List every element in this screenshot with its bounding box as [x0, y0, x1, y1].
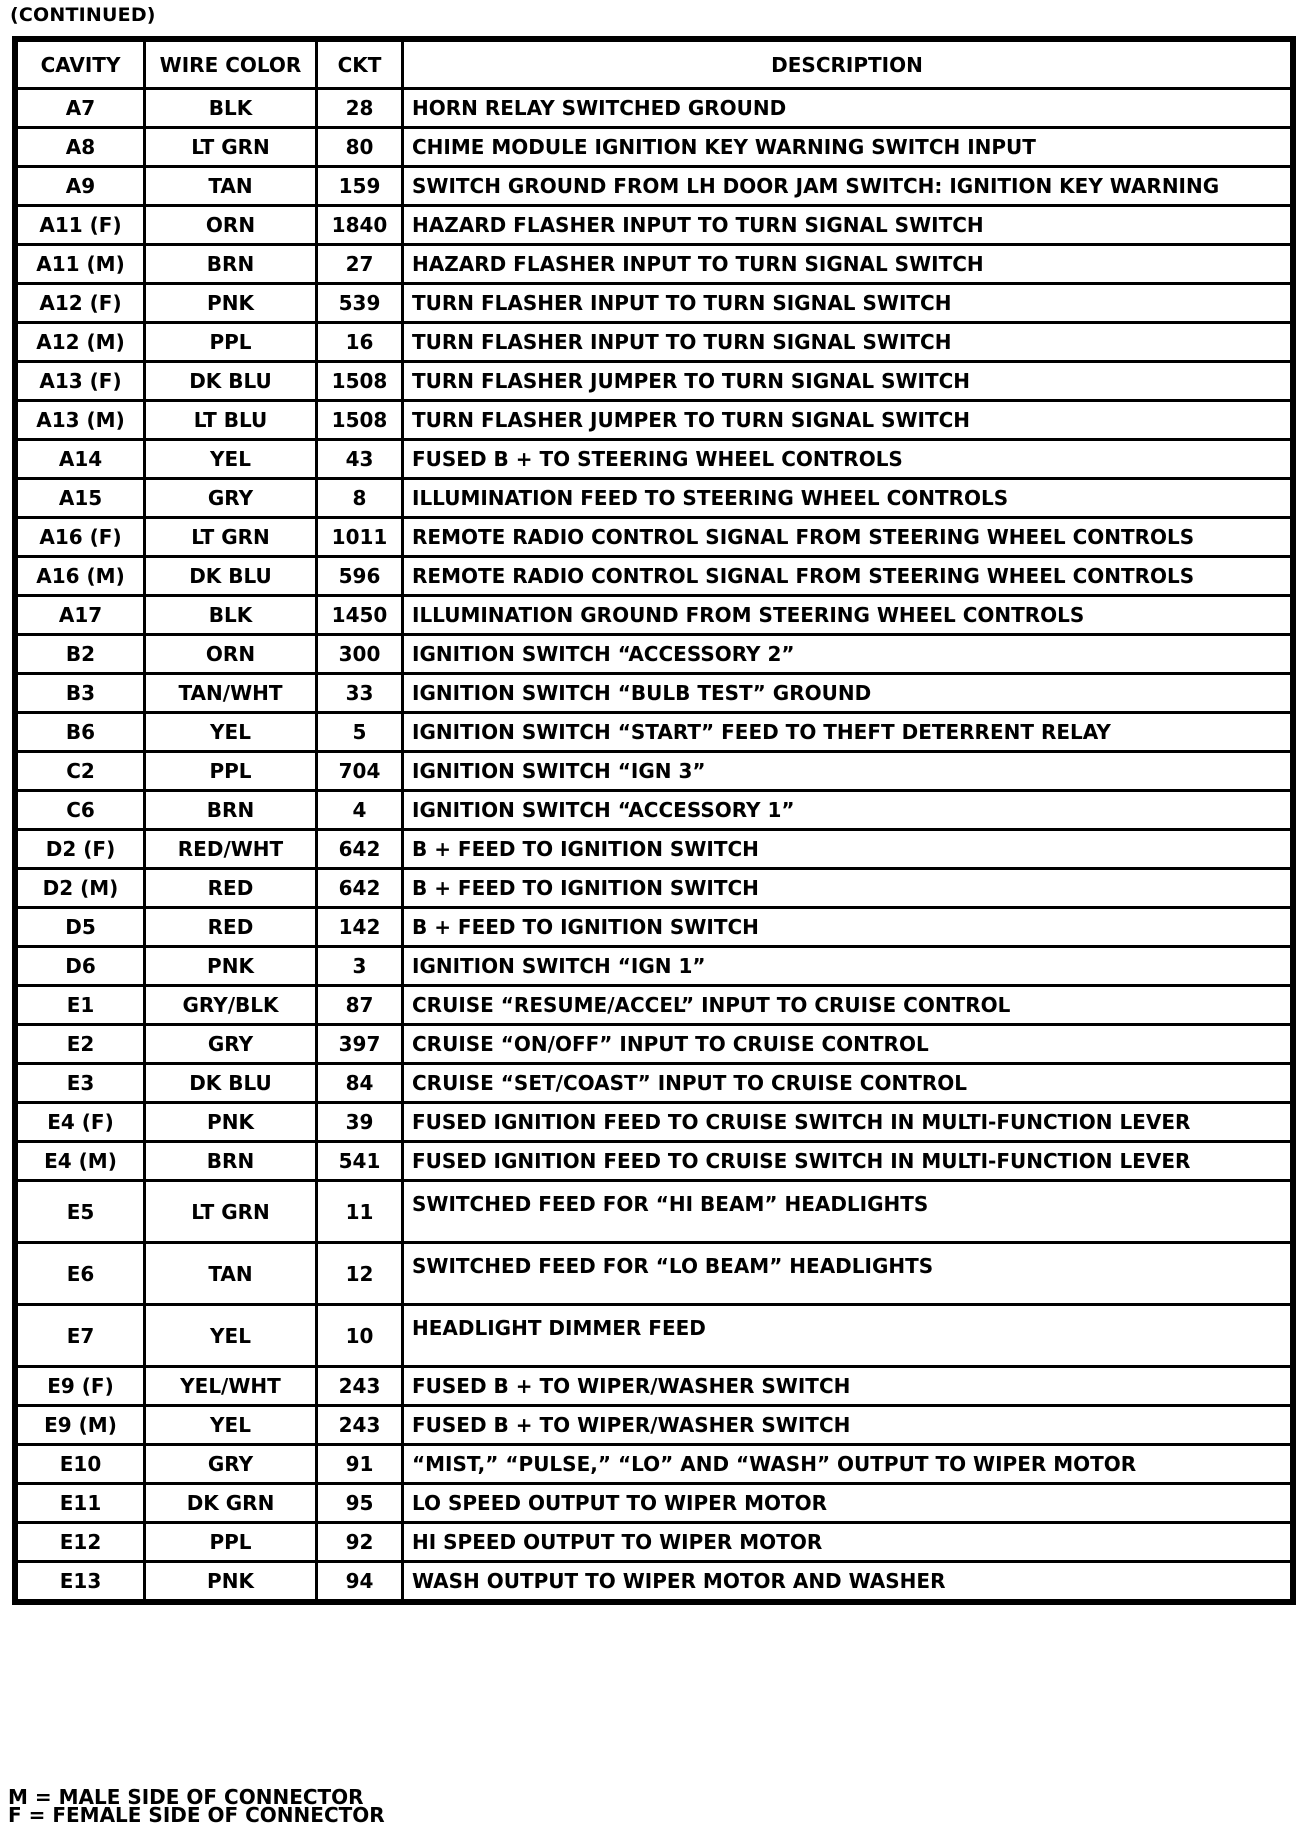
- cell-ckt: 243: [317, 1367, 403, 1406]
- cell-wire-color: YEL/WHT: [145, 1367, 317, 1406]
- cell-description: IGNITION SWITCH “BULB TEST” GROUND: [403, 674, 1292, 713]
- cell-description: FUSED B + TO WIPER/WASHER SWITCH: [403, 1406, 1292, 1445]
- cell-cavity: A13 (M): [17, 401, 145, 440]
- table-row: [17, 1243, 1292, 1305]
- cell-cavity: E9 (F): [17, 1367, 145, 1406]
- cell-wire-color: GRY: [145, 1445, 317, 1484]
- cell-cavity: E10: [17, 1445, 145, 1484]
- cell-cavity: A16 (F): [17, 518, 145, 557]
- cell-description: CRUISE “SET/COAST” INPUT TO CRUISE CONTROL: [403, 1064, 1292, 1103]
- table-row: [17, 557, 1292, 596]
- cell-ckt: 5: [317, 713, 403, 752]
- cell-cavity: D5: [17, 908, 145, 947]
- cell-wire-color: LT GRN: [145, 128, 317, 167]
- cell-description: FUSED B + TO STEERING WHEEL CONTROLS: [403, 440, 1292, 479]
- cell-wire-color: BLK: [145, 89, 317, 128]
- cell-description: IGNITION SWITCH “IGN 3”: [403, 752, 1292, 791]
- table-row: [17, 1523, 1292, 1562]
- cell-description: TURN FLASHER JUMPER TO TURN SIGNAL SWITCH: [403, 362, 1292, 401]
- cell-wire-color: RED: [145, 908, 317, 947]
- cell-description: FUSED IGNITION FEED TO CRUISE SWITCH IN MULTI-FUNCTION LEVER: [403, 1103, 1292, 1142]
- table-row: [17, 791, 1292, 830]
- cell-ckt: 704: [317, 752, 403, 791]
- cell-cavity: E9 (M): [17, 1406, 145, 1445]
- cell-ckt: 87: [317, 986, 403, 1025]
- cell-wire-color: PNK: [145, 284, 317, 323]
- cell-cavity: A12 (F): [17, 284, 145, 323]
- cell-cavity: A14: [17, 440, 145, 479]
- cell-description: SWITCH GROUND FROM LH DOOR JAM SWITCH: IGNITION KEY WARNING: [403, 167, 1292, 206]
- cell-ckt: 94: [317, 1562, 403, 1601]
- table-row: [17, 830, 1292, 869]
- cell-description: HAZARD FLASHER INPUT TO TURN SIGNAL SWITCH: [403, 245, 1292, 284]
- table-row: [17, 128, 1292, 167]
- cell-ckt: 27: [317, 245, 403, 284]
- page-title: (CONTINUED): [10, 4, 156, 26]
- cell-ckt: 28: [317, 89, 403, 128]
- cell-wire-color: YEL: [145, 440, 317, 479]
- cell-cavity: A17: [17, 596, 145, 635]
- cell-description: HORN RELAY SWITCHED GROUND: [403, 89, 1292, 128]
- cell-cavity: E3: [17, 1064, 145, 1103]
- cell-ckt: 300: [317, 635, 403, 674]
- cell-wire-color: LT BLU: [145, 401, 317, 440]
- cell-ckt: 142: [317, 908, 403, 947]
- table-row: [17, 986, 1292, 1025]
- cell-cavity: A15: [17, 479, 145, 518]
- legend-female: F = FEMALE SIDE OF CONNECTOR: [8, 1803, 385, 1827]
- cell-cavity: E2: [17, 1025, 145, 1064]
- cell-wire-color: PNK: [145, 1562, 317, 1601]
- cell-description: REMOTE RADIO CONTROL SIGNAL FROM STEERING WHEEL CONTROLS: [403, 557, 1292, 596]
- cell-description: HEADLIGHT DIMMER FEED: [403, 1305, 1292, 1367]
- cell-wire-color: LT GRN: [145, 1181, 317, 1243]
- cell-cavity: E12: [17, 1523, 145, 1562]
- cell-cavity: C6: [17, 791, 145, 830]
- table-row: [17, 89, 1292, 128]
- cell-description: ILLUMINATION FEED TO STEERING WHEEL CONTROLS: [403, 479, 1292, 518]
- table-header-row: [17, 41, 1292, 89]
- cell-wire-color: PPL: [145, 752, 317, 791]
- table-row: [17, 869, 1292, 908]
- cell-ckt: 1011: [317, 518, 403, 557]
- cell-cavity: C2: [17, 752, 145, 791]
- table-row: [17, 1484, 1292, 1523]
- table-row: [17, 1445, 1292, 1484]
- cell-ckt: 39: [317, 1103, 403, 1142]
- cell-cavity: E4 (M): [17, 1142, 145, 1181]
- cell-ckt: 95: [317, 1484, 403, 1523]
- table-row: [17, 947, 1292, 986]
- cell-wire-color: YEL: [145, 1305, 317, 1367]
- table-row: [17, 284, 1292, 323]
- cell-wire-color: BRN: [145, 791, 317, 830]
- header-ckt: CKT: [317, 41, 403, 89]
- table-row: [17, 635, 1292, 674]
- cell-wire-color: PPL: [145, 1523, 317, 1562]
- table-row: [17, 206, 1292, 245]
- cell-wire-color: ORN: [145, 635, 317, 674]
- cell-wire-color: DK BLU: [145, 1064, 317, 1103]
- table-row: [17, 752, 1292, 791]
- cell-wire-color: GRY: [145, 1025, 317, 1064]
- table-row: [17, 1142, 1292, 1181]
- cell-cavity: D2 (F): [17, 830, 145, 869]
- cell-cavity: E5: [17, 1181, 145, 1243]
- cell-wire-color: DK BLU: [145, 362, 317, 401]
- table-row: [17, 479, 1292, 518]
- table-row: [17, 167, 1292, 206]
- connector-table-wrapper: [12, 36, 1296, 1605]
- cell-ckt: 541: [317, 1142, 403, 1181]
- cell-cavity: E11: [17, 1484, 145, 1523]
- table-row: [17, 518, 1292, 557]
- cell-wire-color: TAN/WHT: [145, 674, 317, 713]
- cell-wire-color: LT GRN: [145, 518, 317, 557]
- cell-description: FUSED IGNITION FEED TO CRUISE SWITCH IN MULTI-FUNCTION LEVER: [403, 1142, 1292, 1181]
- cell-description: SWITCHED FEED FOR “HI BEAM” HEADLIGHTS: [403, 1181, 1292, 1243]
- cell-ckt: 10: [317, 1305, 403, 1367]
- cell-description: SWITCHED FEED FOR “LO BEAM” HEADLIGHTS: [403, 1243, 1292, 1305]
- cell-ckt: 3: [317, 947, 403, 986]
- cell-description: HI SPEED OUTPUT TO WIPER MOTOR: [403, 1523, 1292, 1562]
- cell-ckt: 12: [317, 1243, 403, 1305]
- cell-cavity: A7: [17, 89, 145, 128]
- cell-cavity: A12 (M): [17, 323, 145, 362]
- cell-wire-color: ORN: [145, 206, 317, 245]
- cell-cavity: A16 (M): [17, 557, 145, 596]
- header-cavity: CAVITY: [17, 41, 145, 89]
- table-body: [17, 89, 1292, 1601]
- cell-wire-color: GRY: [145, 479, 317, 518]
- cell-ckt: 1840: [317, 206, 403, 245]
- table-row: [17, 1406, 1292, 1445]
- table-row: [17, 596, 1292, 635]
- cell-description: ILLUMINATION GROUND FROM STEERING WHEEL CONTROLS: [403, 596, 1292, 635]
- cell-description: B + FEED TO IGNITION SWITCH: [403, 869, 1292, 908]
- cell-description: B + FEED TO IGNITION SWITCH: [403, 908, 1292, 947]
- cell-cavity: A8: [17, 128, 145, 167]
- cell-cavity: D2 (M): [17, 869, 145, 908]
- cell-wire-color: PNK: [145, 947, 317, 986]
- cell-ckt: 397: [317, 1025, 403, 1064]
- cell-description: REMOTE RADIO CONTROL SIGNAL FROM STEERING WHEEL CONTROLS: [403, 518, 1292, 557]
- cell-ckt: 11: [317, 1181, 403, 1243]
- header-wire-color: WIRE COLOR: [145, 41, 317, 89]
- legend: [8, 1785, 385, 1827]
- cell-description: CRUISE “ON/OFF” INPUT TO CRUISE CONTROL: [403, 1025, 1292, 1064]
- cell-description: TURN FLASHER INPUT TO TURN SIGNAL SWITCH: [403, 323, 1292, 362]
- cell-ckt: 1450: [317, 596, 403, 635]
- table-row: [17, 674, 1292, 713]
- cell-wire-color: BLK: [145, 596, 317, 635]
- cell-wire-color: TAN: [145, 167, 317, 206]
- cell-description: B + FEED TO IGNITION SWITCH: [403, 830, 1292, 869]
- cell-description: CHIME MODULE IGNITION KEY WARNING SWITCH INPUT: [403, 128, 1292, 167]
- cell-ckt: 80: [317, 128, 403, 167]
- cell-cavity: B2: [17, 635, 145, 674]
- cell-ckt: 84: [317, 1064, 403, 1103]
- table-row: [17, 713, 1292, 752]
- cell-cavity: B6: [17, 713, 145, 752]
- table-row: [17, 401, 1292, 440]
- cell-wire-color: BRN: [145, 1142, 317, 1181]
- table-row: [17, 1562, 1292, 1601]
- cell-cavity: E13: [17, 1562, 145, 1601]
- cell-cavity: D6: [17, 947, 145, 986]
- cell-ckt: 92: [317, 1523, 403, 1562]
- cell-ckt: 159: [317, 167, 403, 206]
- cell-cavity: E6: [17, 1243, 145, 1305]
- cell-ckt: 16: [317, 323, 403, 362]
- cell-wire-color: DK BLU: [145, 557, 317, 596]
- cell-cavity: A9: [17, 167, 145, 206]
- cell-ckt: 1508: [317, 362, 403, 401]
- table-row: [17, 1305, 1292, 1367]
- cell-description: “MIST,” “PULSE,” “LO” AND “WASH” OUTPUT TO WIPER MOTOR: [403, 1445, 1292, 1484]
- table-row: [17, 1025, 1292, 1064]
- cell-ckt: 43: [317, 440, 403, 479]
- cell-ckt: 4: [317, 791, 403, 830]
- cell-description: TURN FLASHER JUMPER TO TURN SIGNAL SWITCH: [403, 401, 1292, 440]
- cell-description: HAZARD FLASHER INPUT TO TURN SIGNAL SWITCH: [403, 206, 1292, 245]
- cell-wire-color: BRN: [145, 245, 317, 284]
- cell-cavity: E7: [17, 1305, 145, 1367]
- cell-cavity: A11 (F): [17, 206, 145, 245]
- cell-description: IGNITION SWITCH “ACCESSORY 1”: [403, 791, 1292, 830]
- cell-ckt: 243: [317, 1406, 403, 1445]
- cell-ckt: 91: [317, 1445, 403, 1484]
- cell-description: FUSED B + TO WIPER/WASHER SWITCH: [403, 1367, 1292, 1406]
- cell-description: TURN FLASHER INPUT TO TURN SIGNAL SWITCH: [403, 284, 1292, 323]
- cell-ckt: 1508: [317, 401, 403, 440]
- cell-ckt: 596: [317, 557, 403, 596]
- cell-cavity: E4 (F): [17, 1103, 145, 1142]
- cell-ckt: 642: [317, 830, 403, 869]
- cell-wire-color: PNK: [145, 1103, 317, 1142]
- cell-ckt: 642: [317, 869, 403, 908]
- cell-cavity: E1: [17, 986, 145, 1025]
- table-row: [17, 908, 1292, 947]
- table-row: [17, 245, 1292, 284]
- cell-description: WASH OUTPUT TO WIPER MOTOR AND WASHER: [403, 1562, 1292, 1601]
- cell-description: IGNITION SWITCH “START” FEED TO THEFT DETERRENT RELAY: [403, 713, 1292, 752]
- cell-ckt: 539: [317, 284, 403, 323]
- cell-wire-color: GRY/BLK: [145, 986, 317, 1025]
- cell-wire-color: RED/WHT: [145, 830, 317, 869]
- cell-wire-color: DK GRN: [145, 1484, 317, 1523]
- connector-table: [15, 39, 1293, 1602]
- table-row: [17, 1181, 1292, 1243]
- legend-male: M = MALE SIDE OF CONNECTOR: [8, 1785, 364, 1809]
- table-row: [17, 323, 1292, 362]
- cell-description: IGNITION SWITCH “IGN 1”: [403, 947, 1292, 986]
- cell-cavity: A11 (M): [17, 245, 145, 284]
- table-row: [17, 1103, 1292, 1142]
- table-row: [17, 440, 1292, 479]
- table-row: [17, 362, 1292, 401]
- cell-description: IGNITION SWITCH “ACCESSORY 2”: [403, 635, 1292, 674]
- cell-description: LO SPEED OUTPUT TO WIPER MOTOR: [403, 1484, 1292, 1523]
- cell-cavity: A13 (F): [17, 362, 145, 401]
- table-row: [17, 1367, 1292, 1406]
- table-row: [17, 1064, 1292, 1103]
- cell-wire-color: RED: [145, 869, 317, 908]
- cell-ckt: 8: [317, 479, 403, 518]
- cell-ckt: 33: [317, 674, 403, 713]
- cell-cavity: B3: [17, 674, 145, 713]
- cell-wire-color: YEL: [145, 1406, 317, 1445]
- cell-wire-color: YEL: [145, 713, 317, 752]
- header-description: DESCRIPTION: [403, 41, 1292, 89]
- cell-wire-color: TAN: [145, 1243, 317, 1305]
- cell-description: CRUISE “RESUME/ACCEL” INPUT TO CRUISE CONTROL: [403, 986, 1292, 1025]
- cell-wire-color: PPL: [145, 323, 317, 362]
